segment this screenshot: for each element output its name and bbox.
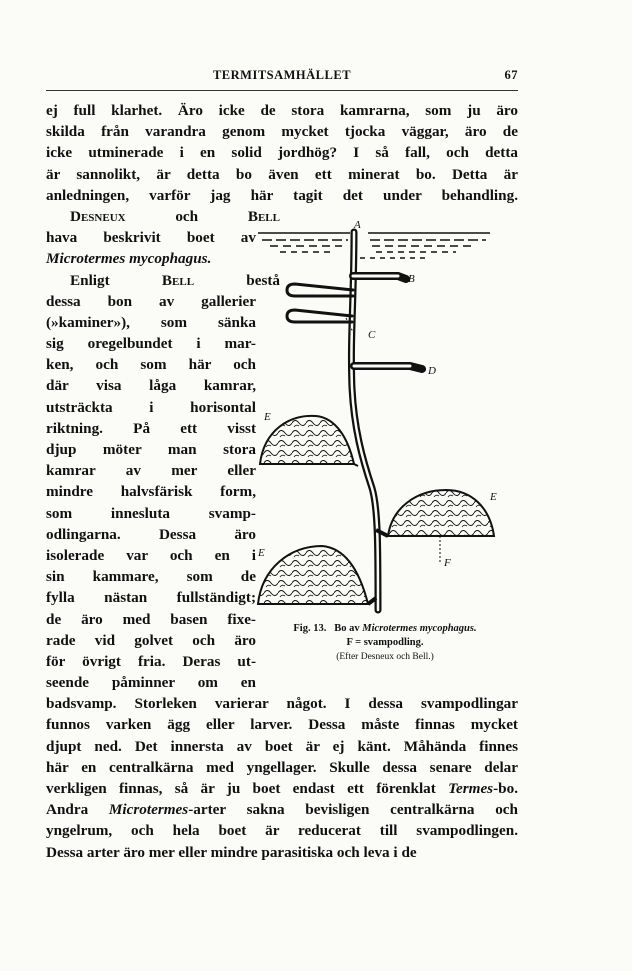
text-line: hava beskrivit boet av <box>46 229 256 247</box>
text-line: djup möter man stora <box>46 441 256 458</box>
text-line: djupt ned. Det innersta av boet är ej känt. Måhända finnes <box>46 737 518 755</box>
figure-number: Fig. 13. <box>293 623 327 634</box>
species-name: Microtermes mycophagus. <box>46 250 212 268</box>
figure-label-a: A <box>354 219 361 231</box>
text-line: kamrar av mer eller <box>46 462 256 480</box>
text-line: sig oregelbundet i mar- <box>46 335 256 353</box>
author-name: Bell <box>161 271 195 289</box>
figure-label-d: D <box>428 365 436 377</box>
text-line: här en centralkärna med yngellager. Skulle dessa senare delar <box>46 758 518 776</box>
text-line: badsvamp. Storleken varierar något. I dessa svampodlingar <box>46 695 518 713</box>
genus-name: Microtermes <box>108 801 189 819</box>
text-line <box>46 206 280 227</box>
text-line: anledningen, varför jag här tagit det under behandling. <box>46 186 518 204</box>
figure-label-c: C <box>368 329 376 341</box>
text-line: seende påminner om en <box>46 674 256 692</box>
running-title: TERMITSAMHÄLLET <box>212 68 352 82</box>
text-line: funnos varken ägg eller larver. Dessa måste finnas mycket <box>46 716 518 734</box>
figure-label-e: E <box>490 491 497 503</box>
text-line: mindre halvsfärisk form, <box>46 483 256 501</box>
text-line: dessa bon av gallerier <box>46 292 256 310</box>
text-fragment: Bo av <box>334 623 363 634</box>
text-line: fylla nästan fullständigt; <box>46 589 256 607</box>
figure-label-b: B <box>408 273 415 285</box>
text-line: yngelrum, och hela boet är reducerat till svampodlingen. <box>46 822 518 840</box>
author-name: Desneux <box>70 207 126 225</box>
gallery-shaft <box>351 232 378 610</box>
nest-illustration <box>250 218 522 618</box>
text-line: icke utminerade i en solid jordhög? I så fall, och detta <box>46 144 518 162</box>
caption-source: (Efter Desneux och Bell.) <box>336 652 434 662</box>
text-line: skilda från varandra genom mycket tjocka väggar, äro de <box>46 123 518 141</box>
text-line: riktning. På ett visst <box>46 419 256 437</box>
text-line: ken, och som här och <box>46 356 256 374</box>
header-rule <box>46 90 518 91</box>
text-fragment: verkligen finnas, så är ju boet endast ett förenklat <box>46 780 449 797</box>
figure-label-f: F <box>444 557 451 569</box>
figure-label-e: E <box>264 411 271 423</box>
text-fragment: och <box>125 207 248 225</box>
text-line: där visa låga kamrar, <box>46 377 256 395</box>
text-line: som innesluta svamp- <box>46 504 256 522</box>
text-line: de äro med basen fixe- <box>46 610 256 628</box>
genus-name: Termes <box>448 780 494 797</box>
figure-caption <box>250 622 520 664</box>
figure-label-e: E <box>258 547 265 559</box>
text-line: isolerade var och en i <box>46 546 256 564</box>
text-line: ej full klarhet. Äro icke de stora kamrarna, som ju äro <box>46 102 518 119</box>
text-line: (»kaminer»), som sänka <box>46 313 256 331</box>
text-line: utsträckta i horisontal <box>46 398 256 416</box>
text-line <box>46 270 280 291</box>
caption-line: F = svampodling. <box>346 637 424 648</box>
text-fragment: Enligt <box>70 271 162 289</box>
caption-line <box>250 622 520 636</box>
text-fragment: Andra <box>46 801 109 819</box>
text-fragment: -bo. <box>493 780 518 797</box>
text-line: odlingarna. Dessa äro <box>46 525 256 543</box>
ground-surface <box>258 233 490 258</box>
text-line: är sannolikt, är detta bo även ett minerat bo. Detta är <box>46 165 518 183</box>
text-line: för övrigt fria. Deras ut- <box>46 652 256 670</box>
species-name: Microtermes mycophagus. <box>362 623 477 634</box>
text-line: Dessa arter äro mer eller mindre parasitiska och leva i de <box>46 843 417 861</box>
text-line <box>46 778 518 799</box>
author-name: Bell <box>247 207 280 225</box>
text-fragment: -arter sakna bevisligen centralkärna och <box>188 801 518 819</box>
text-line: sin kammare, som de <box>46 568 256 586</box>
page-number: 67 <box>504 68 518 82</box>
text-fragment: bestå <box>194 271 281 289</box>
text-line <box>46 799 518 820</box>
text-line: rade vid golvet och äro <box>46 631 256 649</box>
